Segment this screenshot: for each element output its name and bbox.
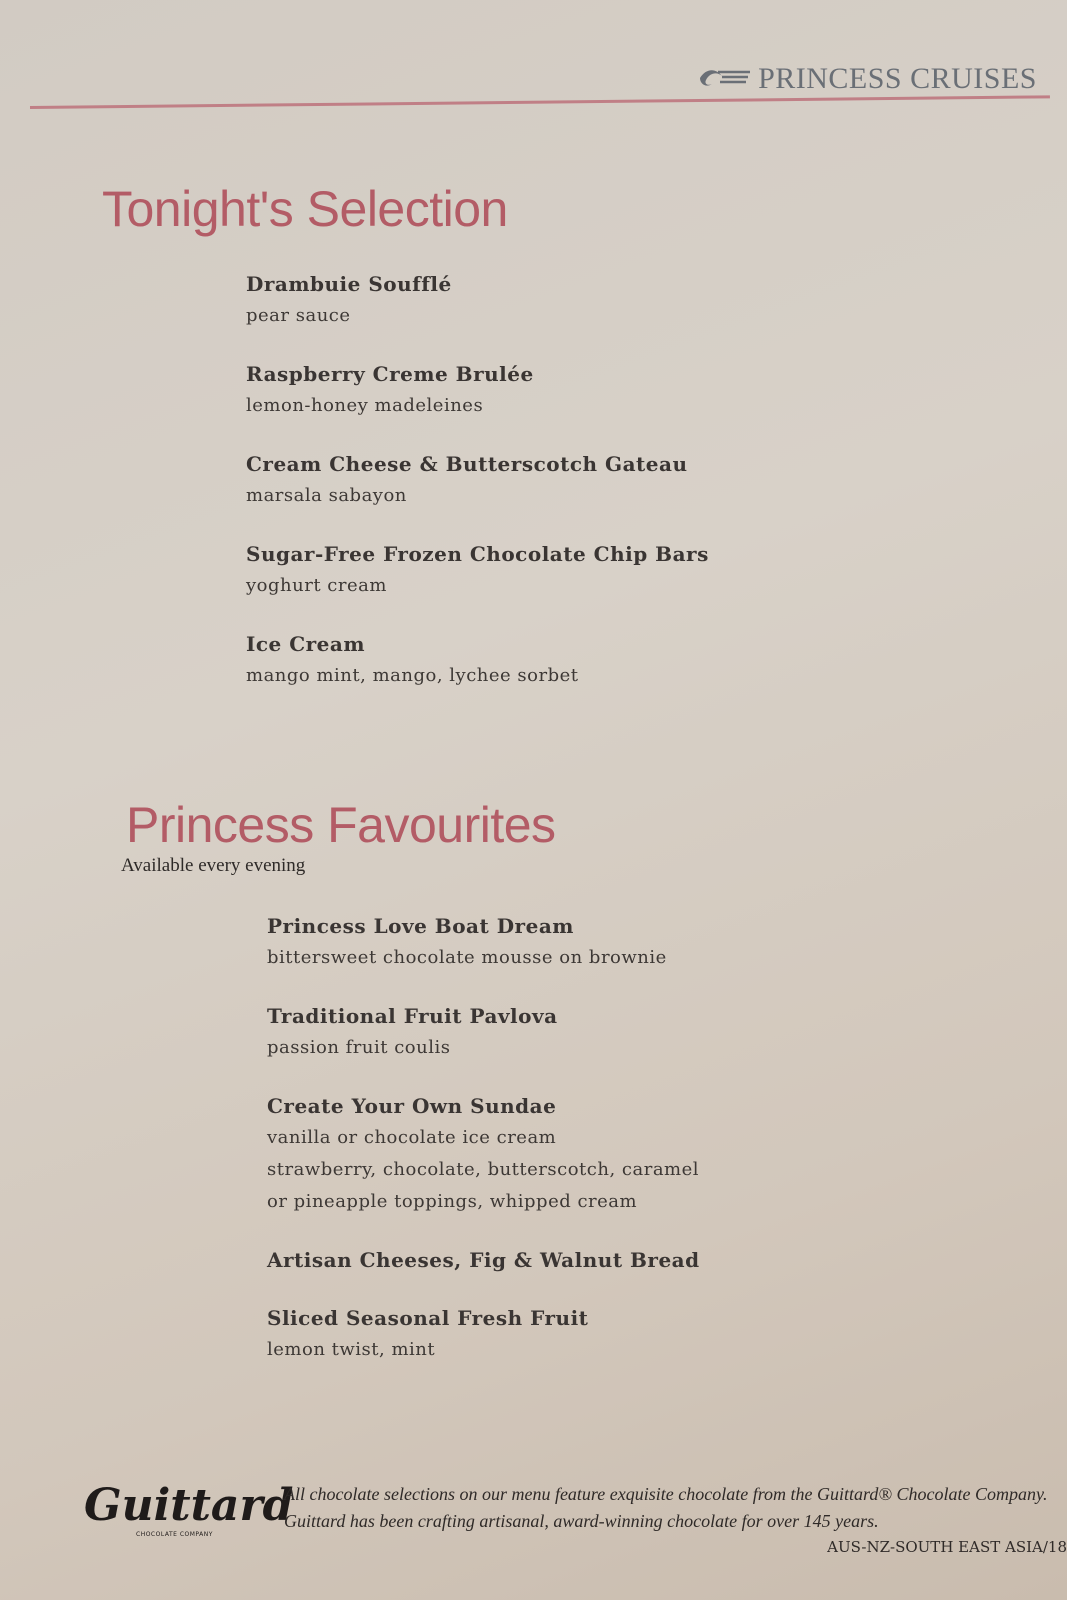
footer <box>82 1470 1067 1546</box>
menu-item-description: mango mint, mango, lychee sorbet <box>246 665 579 686</box>
section-title-tonights-selection: Tonight's Selection <box>102 181 508 237</box>
guittard-logo <box>82 1470 294 1546</box>
region-code: AUS-NZ-SOUTH EAST ASIA/18 <box>827 1538 1067 1556</box>
menu-item-description: yoghurt cream <box>246 575 387 596</box>
menu-item-description: or pineapple toppings, whipped cream <box>267 1191 638 1212</box>
tonights-selection-list <box>246 268 709 718</box>
menu-item <box>246 538 709 602</box>
menu-item-description: lemon-honey madeleines <box>246 395 484 416</box>
section-title-princess-favourites: Princess Favourites <box>126 797 556 853</box>
menu-item-name: Sliced Seasonal Fresh Fruit <box>267 1306 589 1330</box>
menu-item <box>246 358 709 422</box>
menu-item-description: passion fruit coulis <box>267 1037 451 1058</box>
menu-item-description: strawberry, chocolate, butterscotch, caramel <box>267 1159 700 1180</box>
menu-item-description: bittersweet chocolate mousse on brownie <box>267 947 667 968</box>
menu-item-description: vanilla or chocolate ice cream <box>267 1127 557 1148</box>
menu-item <box>267 1090 700 1218</box>
menu-item <box>246 628 709 692</box>
menu-item-name: Sugar-Free Frozen Chocolate Chip Bars <box>246 542 709 566</box>
footer-note: All chocolate selections on our menu feature exquisite chocolate from the Guittard® Chocolate Company. Guittard has been crafting artisanal, award-winning chocolate for over 145 years. <box>284 1484 1048 1531</box>
menu-item-description: lemon twist, mint <box>267 1339 436 1360</box>
brand-header <box>698 62 1037 96</box>
princess-favourites-list <box>267 910 700 1392</box>
menu-item-description: pear sauce <box>246 305 351 326</box>
guittard-logo-subtext: CHOCOLATE COMPANY <box>136 1531 213 1538</box>
menu-item <box>246 448 709 512</box>
menu-item-name: Create Your Own Sundae <box>267 1094 557 1118</box>
brand-name: PRINCESS CRUISES <box>758 62 1037 95</box>
menu-item-name: Drambuie Soufflé <box>246 272 452 296</box>
header-rule <box>30 95 1050 109</box>
menu-item-name: Cream Cheese & Butterscotch Gateau <box>246 452 688 476</box>
section-subtitle: Available every evening <box>121 855 306 876</box>
menu-item-name: Artisan Cheeses, Fig & Walnut Bread <box>267 1248 700 1272</box>
menu-item-description: marsala sabayon <box>246 485 407 506</box>
menu-item <box>246 268 709 332</box>
menu-item-name: Traditional Fruit Pavlova <box>267 1004 558 1028</box>
menu-item <box>267 1000 700 1064</box>
menu-item <box>267 910 700 974</box>
menu-item-name: Raspberry Creme Brulée <box>246 362 534 386</box>
guittard-logo-wordmark: Guittard <box>84 1480 294 1531</box>
sea-witch-icon <box>698 64 752 94</box>
menu-item-name: Princess Love Boat Dream <box>267 914 574 938</box>
menu-item-name: Ice Cream <box>246 632 366 656</box>
menu-item <box>267 1244 700 1276</box>
menu-item <box>267 1302 700 1366</box>
